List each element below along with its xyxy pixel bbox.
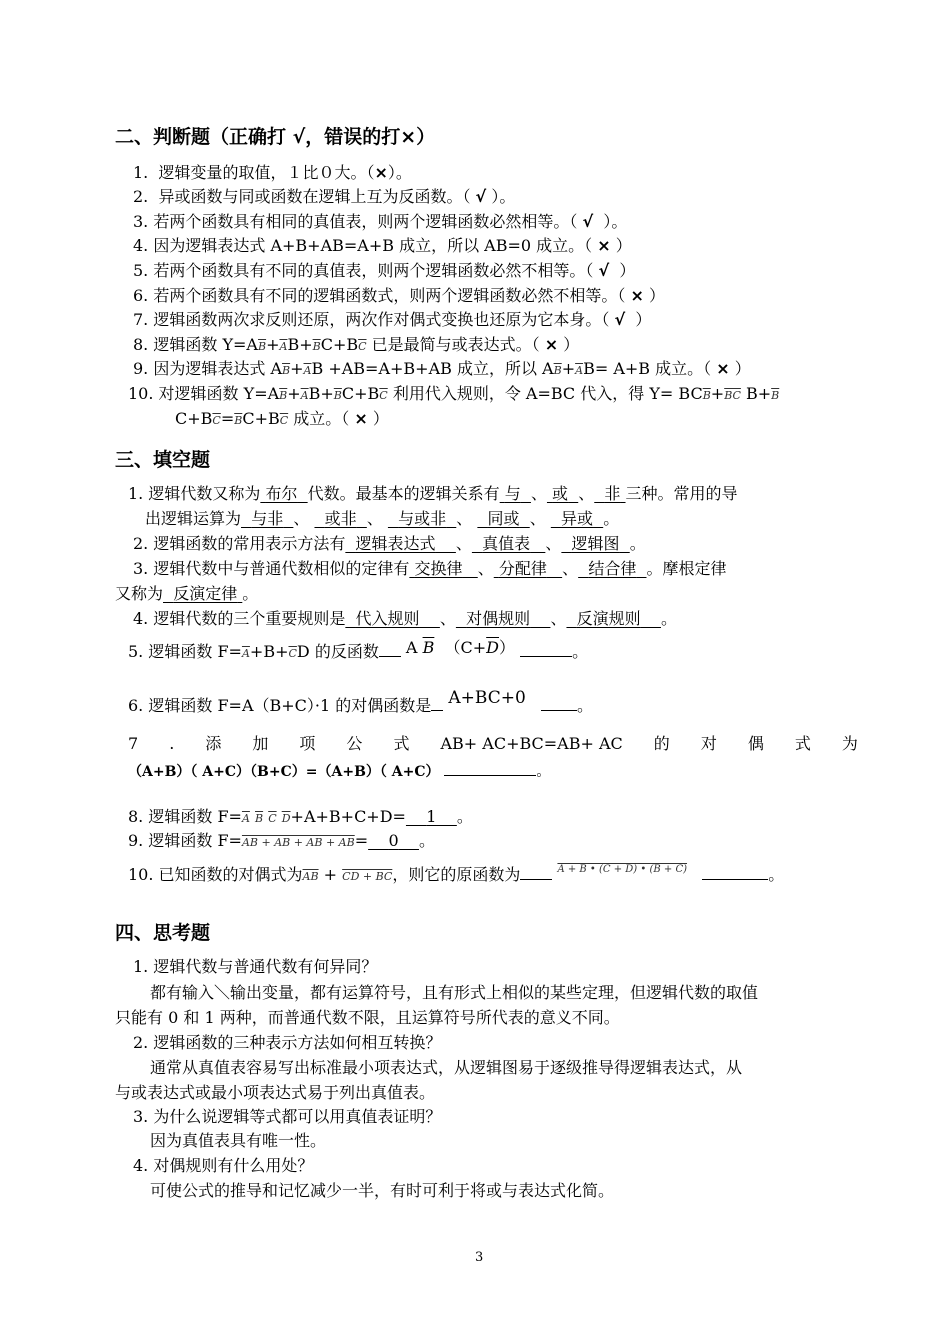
fill-q7-line1: 7 . 添 加 项 公 式 AB+ AC+BC=AB+ AC 的 对 偶 式 为 (128, 734, 858, 753)
section-fill-title: 三、填空题 (115, 449, 211, 471)
fill-q3-line2: 又称为 反演定律 。 (115, 584, 259, 603)
judge-item-10-cont: $C+B\overline{C}=\overline{B}C+B\overline{C}$ 成立。（ × ） (175, 409, 389, 428)
fill-q5: 5. 逻辑函数 $F=\overline{A}+B+\overline{C}D$ 的反函数 A $\overline{B}$ $(C+\overline{D})$ 。 (128, 638, 589, 661)
judge-item-5: 5. 若两个函数具有不同的真值表，则两个逻辑函数必然不相等。（ √ ） (133, 261, 636, 280)
judge-item-6: 6. 若两个函数具有不同的逻辑函数式，则两个逻辑函数必然不相等。（ × ） (133, 286, 665, 305)
think-q4: 4. 对偶规则有什么用处？ (133, 1156, 314, 1175)
think-a3: 因为真值表具有唯一性。 (150, 1131, 327, 1150)
judge-item-3: 3. 若两个函数具有相同的真值表，则两个逻辑函数必然相等。（ √ ）。 (133, 212, 628, 231)
think-a1-line1: 都有输入＼输出变量，都有运算符号，且有形式上相似的某些定理，但逻辑代数的取值 (150, 983, 759, 1002)
mark-correct: √ (475, 187, 487, 206)
think-q1: 1. 逻辑代数与普通代数有何异同？ (133, 957, 378, 976)
mark-wrong: × (374, 163, 388, 182)
fill-q1-line2: 出逻辑运算为 与非 、 或非 、 与或非 、 同或 、 异或 。 (145, 509, 620, 528)
section-think-title: 四、思考题 (115, 922, 211, 944)
think-a2-line2: 与或表达式或最小项表达式易于列出真值表。 (115, 1083, 436, 1102)
fill-q1-line1: 1. 逻辑代数又称为 布尔 代数。最基本的逻辑关系有 与 、 或 、 非 三种。常用的导 (128, 484, 738, 503)
fill-q9: 9. 逻辑函数 F=AB + AB + AB + AB= 0 。 (128, 831, 435, 850)
think-q2: 2. 逻辑函数的三种表示方法如何相互转换？ (133, 1033, 442, 1052)
judge-item-2: 2. 异或函数与同或函数在逻辑上互为反函数。（ √ ）。 (133, 187, 516, 206)
judge-item-1: 1. 逻辑变量的取值，１比０大。（×）。 (133, 163, 412, 182)
judge-item-4: 4. 因为逻辑表达式 A+B+AB=A+B 成立，所以 AB=0 成立。（ × ） (133, 236, 632, 255)
judge-item-10: 10. 对逻辑函数 $Y=A\overline{B}+\overline{A}B+\overline{B}C+B\overline{C}$ 利用代入规则，令 A=BC 代入，得 $Y= BC\overline{B}+\overline{BC}$ $B+\overline{B}$ (128, 384, 780, 403)
fill-q6: 6. 逻辑函数 F=A（B+C）·1 的对偶函数是 A+BC+0 。 (128, 688, 594, 715)
think-a2-line1: 通常从真值表容易写出标准最小项表达式，从逻辑图易于逐级推导得逻辑表达式，从 (150, 1058, 743, 1077)
fill-q2: 2. 逻辑函数的常用表示方法有 逻辑表达式 、 真值表 、 逻辑图 。 (133, 534, 646, 553)
think-a1-line2: 只能有 0 和 1 两种，而普通代数不限，且运算符号所代表的意义不同。 (115, 1008, 620, 1027)
judge-item-7: 7. 逻辑函数两次求反则还原，两次作对偶式变换也还原为它本身。（ √ ） (133, 310, 652, 329)
fill-q3-line1: 3. 逻辑代数中与普通代数相似的定律有 交换律 、 分配律 、 结合律 。摩根定律 (133, 559, 727, 578)
page-number: 3 (475, 1250, 484, 1265)
fill-q10: 10. 已知函数的对偶式为$\overline{AB}$ + CD + BC，则它的原函数为 $^{A + B • (C + D) • (B + C)}$ 。 (128, 864, 785, 884)
fill-q8: 8. 逻辑函数 $F=\overline{A}$ $\overline{B}$ $\overline{C}$ $\overline{D}+A+B+C+D=$ 1 。 (128, 807, 473, 826)
judge-item-9: 9. 因为逻辑表达式 $A\overline{B}+\overline{A}B +AB=A+B+AB$ 成立，所以 $A\overline{B}+\overline{A}B= A+B$ 成立。（ × ） (133, 359, 751, 378)
section-judge-title: 二、判断题（正确打 √，错误的打×） (115, 126, 436, 148)
think-a4: 可使公式的推导和记忆减少一半，有时可利于将或与表达式化简。 (150, 1181, 615, 1200)
fill-q7-line2: （A+B）（ A+C）（B+C）=（A+B）（ A+C） 。 (128, 760, 550, 783)
fill-q4: 4. 逻辑代数的三个重要规则是 代入规则 、 对偶规则 、 反演规则 。 (133, 609, 677, 628)
judge-item-8: 8. 逻辑函数 $Y=A\overline{B}+\overline{A}B+\overline{B}C+B\overline{C}$ 已是最简与或表达式。（ × ） (133, 335, 580, 354)
think-q3: 3. 为什么说逻辑等式都可以用真值表证明？ (133, 1107, 442, 1126)
